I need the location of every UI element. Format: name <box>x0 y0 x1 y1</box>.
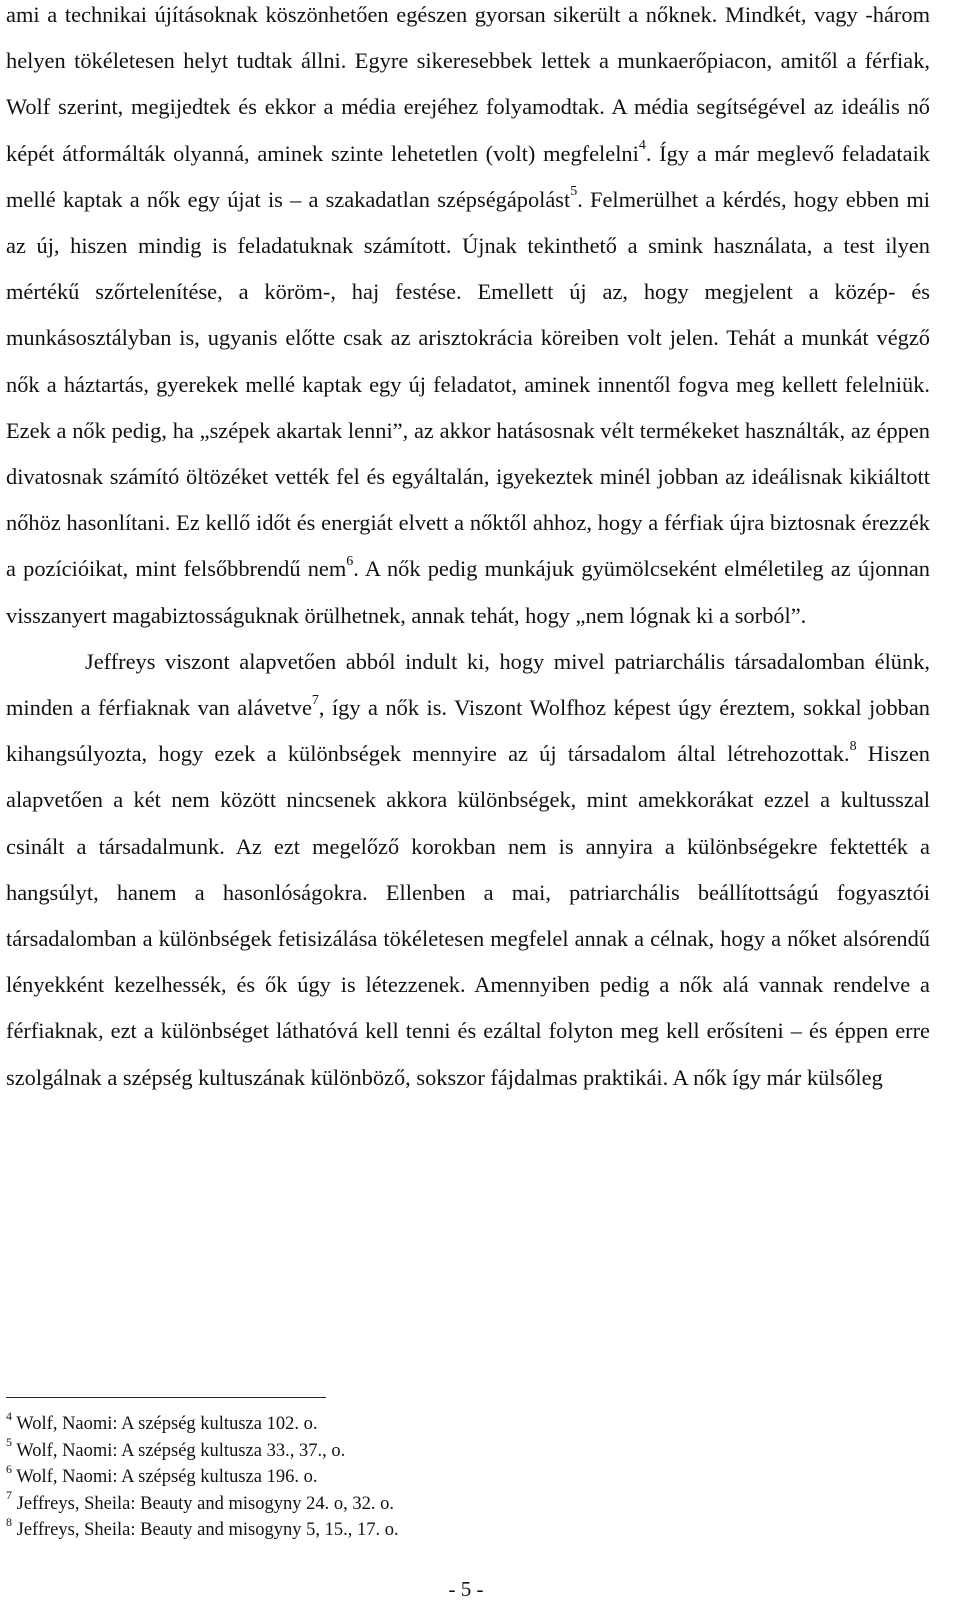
paragraph-1 <box>6 0 930 639</box>
footnote-text: Wolf, Naomi: A szépség kultusza 102. o. <box>12 1414 318 1434</box>
footnote-6 <box>6 1461 930 1491</box>
footnote-text: Jeffreys, Sheila: Beauty and misogyny 24. o, 32. o. <box>12 1493 394 1514</box>
footnote-text: Jeffreys, Sheila: Beauty and misogyny 5, 15., 17. o. <box>12 1520 399 1540</box>
footnote-number: 4 <box>6 1408 12 1423</box>
paragraph-1-text-2: . Így a már meglevő feladataik mellé kaptak a nők egy újat is – a szakadatlan szépségápolást <box>6 140 930 212</box>
paragraph-2-text-3: Hiszen alapvetően a két nem között nincsenek akkora különbségek, mint amekkorákat ezzel a kultusszal csinált a társadalmunk. Az ezt megelőző korokban nem is annyira a különbségekre fektették a hangsúlyt, hanem a hasonlóságokra. Ellenben a mai, patriarchális beállítottságú fogyasztói társadalomban a különbségek fetisizálása tökéletesen megfelel annak a célnak, hogy a nőket alsórendű lényekként kezelhessék, és ők úgy is létezzenek. Amennyiben pedig a nők alá vannak rendelve a férfiaknak, ezt a különbséget láthatóvá kell tenni és ezáltal folyton meg kell erősíteni – és éppen erre szolgálnak a szépség kultuszának különböző, sokszor fájdalmas praktikái. A nők így már külsőleg <box>6 741 930 1090</box>
footnote-number: 8 <box>6 1514 12 1529</box>
footnote-ref-5[interactable]: 5 <box>570 184 578 200</box>
footnote-5 <box>6 1435 930 1465</box>
footnote-ref-6[interactable]: 6 <box>346 553 354 569</box>
footnote-separator <box>6 1397 326 1398</box>
body-text <box>6 0 930 1101</box>
page-number: - 5 - <box>448 1577 484 1601</box>
paragraph-2 <box>6 639 930 1101</box>
footnote-ref-4[interactable]: 4 <box>638 138 646 154</box>
footnotes <box>6 1408 930 1544</box>
footnote-8 <box>6 1514 930 1544</box>
footnote-text: Wolf, Naomi: A szépség kultusza 196. o. <box>12 1467 318 1487</box>
footnote-number: 5 <box>6 1435 12 1450</box>
paragraph-1-text-3: . Felmerülhet a kérdés, hogy ebben mi az új, hiszen mindig is feladatuknak számított. Újnak tekinthető a smink használata, a test ilyen mértékű szőrtelenítése, a köröm-, haj festése. Emellett új az, hogy megjelent a közép- és munkásosztályban is, ugyanis előtte csak az arisztokrácia köreiben volt jelen. Tehát a munkát végző nők a háztartás, gyerekek mellé kaptak egy új feladatot, aminek innentől fogva meg kellett felelniük. Ezek a nők pedig, ha „szépek akartak lenni”, az akkor hatásosnak vélt termékeket használták, az éppen divatosnak számító öltözéket vették fel és egyáltalán, igyekeztek minél jobban az ideálisnak kikiáltott nőhöz hasonlítani. Ez kellő időt és energiát elvett a nőktől ahhoz, hogy a férfiak újra biztosnak érezzék a pozícióikat, mint felsőbbrendű nem <box>6 186 930 582</box>
footnote-4 <box>6 1408 930 1438</box>
footnote-number: 7 <box>6 1488 12 1503</box>
footnote-text: Wolf, Naomi: A szépség kultusza 33., 37., o. <box>12 1440 346 1461</box>
paragraph-2-text-2: , így a nők is. Viszont Wolfhoz képest úgy éreztem, sokkal jobban kihangsúlyozta, hogy ezek a különbségek mennyire az új társadalom által létrehozottak. <box>6 695 930 767</box>
paragraph-2-text-1: Jeffreys viszont alapvetően abból indult ki, hogy mivel patriarchális társadalomban élünk, minden a férfiaknak van alávetve <box>6 648 930 721</box>
footnote-ref-7[interactable]: 7 <box>311 692 319 708</box>
paragraph-1-text-1: ami a technikai újításoknak köszönhetően egészen gyorsan sikerült a nőknek. Mindkét, vagy -három helyen tökéletesen helyt tudtak állni. Egyre sikeresebbek lettek a munkaerőpiacon, amitől a férfiak, Wolf szerint, megijedtek és ekkor a média erejéhez folyamodtak. A média segítségével az ideális nő képét átformálták olyanná, aminek szinte lehetetlen (volt) megfelelni <box>6 2 930 166</box>
footnote-7 <box>6 1488 930 1518</box>
paragraph-1-text-4: . A nők pedig munkájuk gyümölcseként elméletileg az újonnan visszanyert magabiztosságuknak örülhetnek, annak tehát, hogy „nem lógnak ki a sorból”. <box>6 556 931 628</box>
footnote-ref-8[interactable]: 8 <box>849 738 857 754</box>
footnote-number: 6 <box>6 1461 12 1476</box>
